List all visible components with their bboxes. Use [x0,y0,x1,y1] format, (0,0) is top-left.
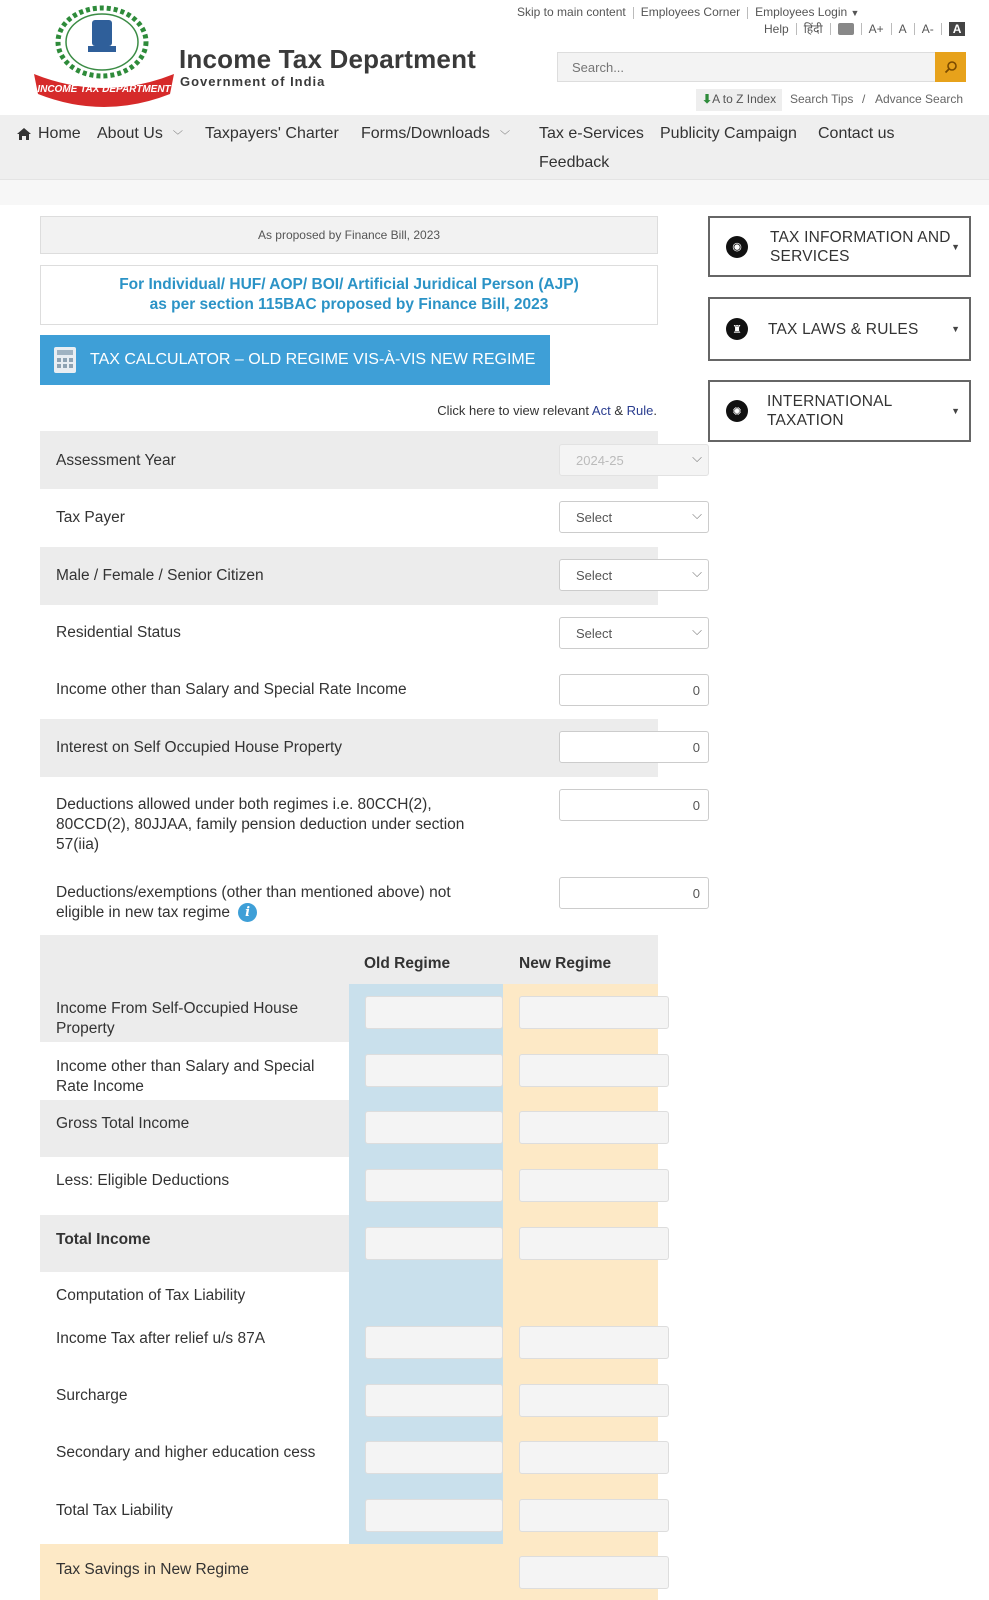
deductions-both-label: Deductions allowed under both regimes i.e. 80CCH(2), 80CCD(2), 80JJAA, family pension deduction under section 57(iia) [56,796,465,853]
search-input[interactable] [557,52,937,82]
form-row [40,719,700,777]
nav-contact[interactable]: Contact us [818,125,895,142]
table-row: Total Income [40,1215,349,1272]
surcharge-label: Surcharge [56,1387,128,1404]
cess-label: Secondary and higher education cess [56,1444,316,1461]
act-rule-note: Click here to view relevant Act & Rule. [437,403,657,418]
caret-down-icon: ▼ [951,324,960,334]
hindi-link[interactable]: हिंदी [803,22,823,36]
form-row [40,431,658,489]
print-icon[interactable] [838,23,854,35]
new-regime-header: New Regime [519,955,612,972]
font-decrease-button[interactable]: A- [921,21,934,36]
atoz-index-link[interactable]: ⬇A to Z Index [696,89,782,111]
tax-info-icon: ◉ [726,236,748,258]
old-total-income-output[interactable] [365,1227,503,1260]
applicability-line-1: For Individual/ HUF/ AOP/ BOI/ Artificial Juridical Person (AJP) [119,276,579,293]
act-link[interactable]: Act [591,403,611,418]
new-gross-total-output[interactable] [519,1111,669,1144]
form-row [40,547,658,605]
assessment-year-select[interactable]: 2024-25 ⌵ [559,444,709,476]
tax-savings-output[interactable] [519,1556,669,1589]
computation-heading: Computation of Tax Liability [56,1287,246,1304]
tax-laws-icon: ♜ [726,318,748,340]
calculator-banner [40,335,550,385]
form-row [40,777,700,865]
deductions-both-input[interactable]: 0 [559,789,709,821]
font-increase-button[interactable]: A+ [868,21,884,36]
sidebar-tax-information[interactable]: ◉ TAX INFORMATION AND SERVICES ▼ [708,216,971,277]
employees-login-link[interactable]: Employees Login [755,5,848,19]
income-tax-label: Income Tax after relief u/s 87A [56,1330,266,1347]
nav-divider [0,179,989,205]
interest-house-label: Interest on Self Occupied House Property [56,739,343,756]
download-arrow-icon: ⬇ [702,92,713,106]
site-title[interactable]: Income Tax Department [179,44,477,74]
help-link[interactable]: Help [764,21,789,36]
form-row [40,865,700,935]
employees-corner-link[interactable]: Employees Corner [640,5,741,19]
contrast-button[interactable]: A [949,22,966,36]
applicability-box [40,265,658,325]
new-total-tax-output[interactable] [519,1499,669,1532]
calculator-title: TAX CALCULATOR – OLD REGIME VIS-À-VIS NEW REGIME [90,351,536,368]
residential-status-label: Residential Status [56,624,181,641]
home-icon [16,127,32,141]
tax-savings-label: Tax Savings in New Regime [56,1561,249,1578]
old-gross-total-output[interactable] [365,1111,503,1144]
old-house-property-output[interactable] [365,996,503,1029]
rule-link[interactable]: Rule [626,403,654,418]
search-button[interactable] [935,52,966,82]
nav-charter[interactable]: Taxpayers' Charter [205,125,339,142]
nav-publicity[interactable]: Publicity Campaign [660,125,797,142]
table-row: Gross Total Income [40,1100,349,1157]
income-tax-logo[interactable] [30,4,178,108]
caret-down-icon: ▼ [951,241,960,252]
skip-to-main-link[interactable]: Skip to main content [517,5,626,19]
new-house-property-output[interactable] [519,996,669,1029]
old-income-other-output[interactable] [365,1054,503,1087]
form-row [40,605,658,662]
advance-search-link[interactable]: Advance Search [875,92,964,106]
table-row: Income other than Salary and Special Rate Income [56,1058,315,1095]
assessment-year-label: Assessment Year [56,452,176,469]
info-icon[interactable]: i [238,903,257,922]
applicability-line-2: as per section 115BAC proposed by Finance Bill, 2023 [149,296,549,313]
table-header [40,935,658,984]
table-row: Income From Self-Occupied House Property [40,984,349,1042]
old-surcharge-output[interactable] [365,1384,503,1417]
tax-payer-select[interactable]: Select ⌵ [559,501,709,533]
search-icon [944,60,958,74]
site-subtitle: Government of India [180,74,326,89]
nav-eservices[interactable]: Tax e-Services [539,125,644,142]
old-cess-output[interactable] [365,1441,503,1474]
nav-forms[interactable]: Forms/Downloads ﹀ [361,125,510,142]
sidebar-tax-laws[interactable]: ♜ TAX LAWS & RULES ▼ [708,297,971,361]
new-total-income-output[interactable] [519,1227,669,1260]
total-tax-label: Total Tax Liability [56,1502,173,1519]
chevron-down-icon: ﹀ [172,130,183,142]
main-nav [0,115,989,205]
nav-home[interactable]: Home [16,125,81,143]
font-normal-button[interactable]: A [898,21,907,36]
old-deductions-output[interactable] [365,1169,503,1202]
nav-about[interactable]: About Us ﹀ [97,125,183,142]
form-row [40,662,700,719]
gender-label: Male / Female / Senior Citizen [56,567,264,584]
new-income-other-output[interactable] [519,1054,669,1087]
globe-icon: ✺ [726,400,748,422]
finance-bill-note: As proposed by Finance Bill, 2023 [40,216,658,254]
income-other-label: Income other than Salary and Special Rate Income [56,681,407,698]
calculator-icon [54,347,76,373]
gender-select[interactable]: Select ⌵ [559,559,709,591]
new-surcharge-output[interactable] [519,1384,669,1417]
old-income-tax-output[interactable] [365,1326,503,1359]
deductions-other-input[interactable]: 0 [559,877,709,909]
old-total-tax-output[interactable] [365,1499,503,1532]
slash-separator: / [862,92,866,106]
sidebar-international-taxation[interactable]: ✺ INTERNATIONAL TAXATION ▼ [708,380,971,442]
chevron-down-icon: ﹀ [499,130,510,142]
interest-house-input[interactable]: 0 [559,731,709,763]
table-row [40,1272,349,1544]
search-tips-link[interactable]: Search Tips [790,92,854,106]
tax-payer-label: Tax Payer [56,509,125,526]
top-links [517,5,859,19]
caret-down-icon: ▼ [951,406,960,416]
form-row [40,489,658,547]
new-cess-output[interactable] [519,1441,669,1474]
chevron-down-icon: ▼ [850,8,860,18]
utility-links [764,20,965,37]
residential-status-select[interactable]: Select ⌵ [559,617,709,649]
table-row: Less: Eligible Deductions [56,1172,230,1189]
svg-text:INCOME TAX DEPARTMENT: INCOME TAX DEPARTMENT [37,84,171,95]
old-regime-header: Old Regime [364,955,451,972]
new-deductions-output[interactable] [519,1169,669,1202]
income-other-input[interactable]: 0 [559,674,709,706]
new-income-tax-output[interactable] [519,1326,669,1359]
nav-feedback[interactable]: Feedback [539,154,610,171]
deductions-other-label: Deductions/exemptions (other than mentioned above) not eligible in new tax regime i [56,884,451,921]
